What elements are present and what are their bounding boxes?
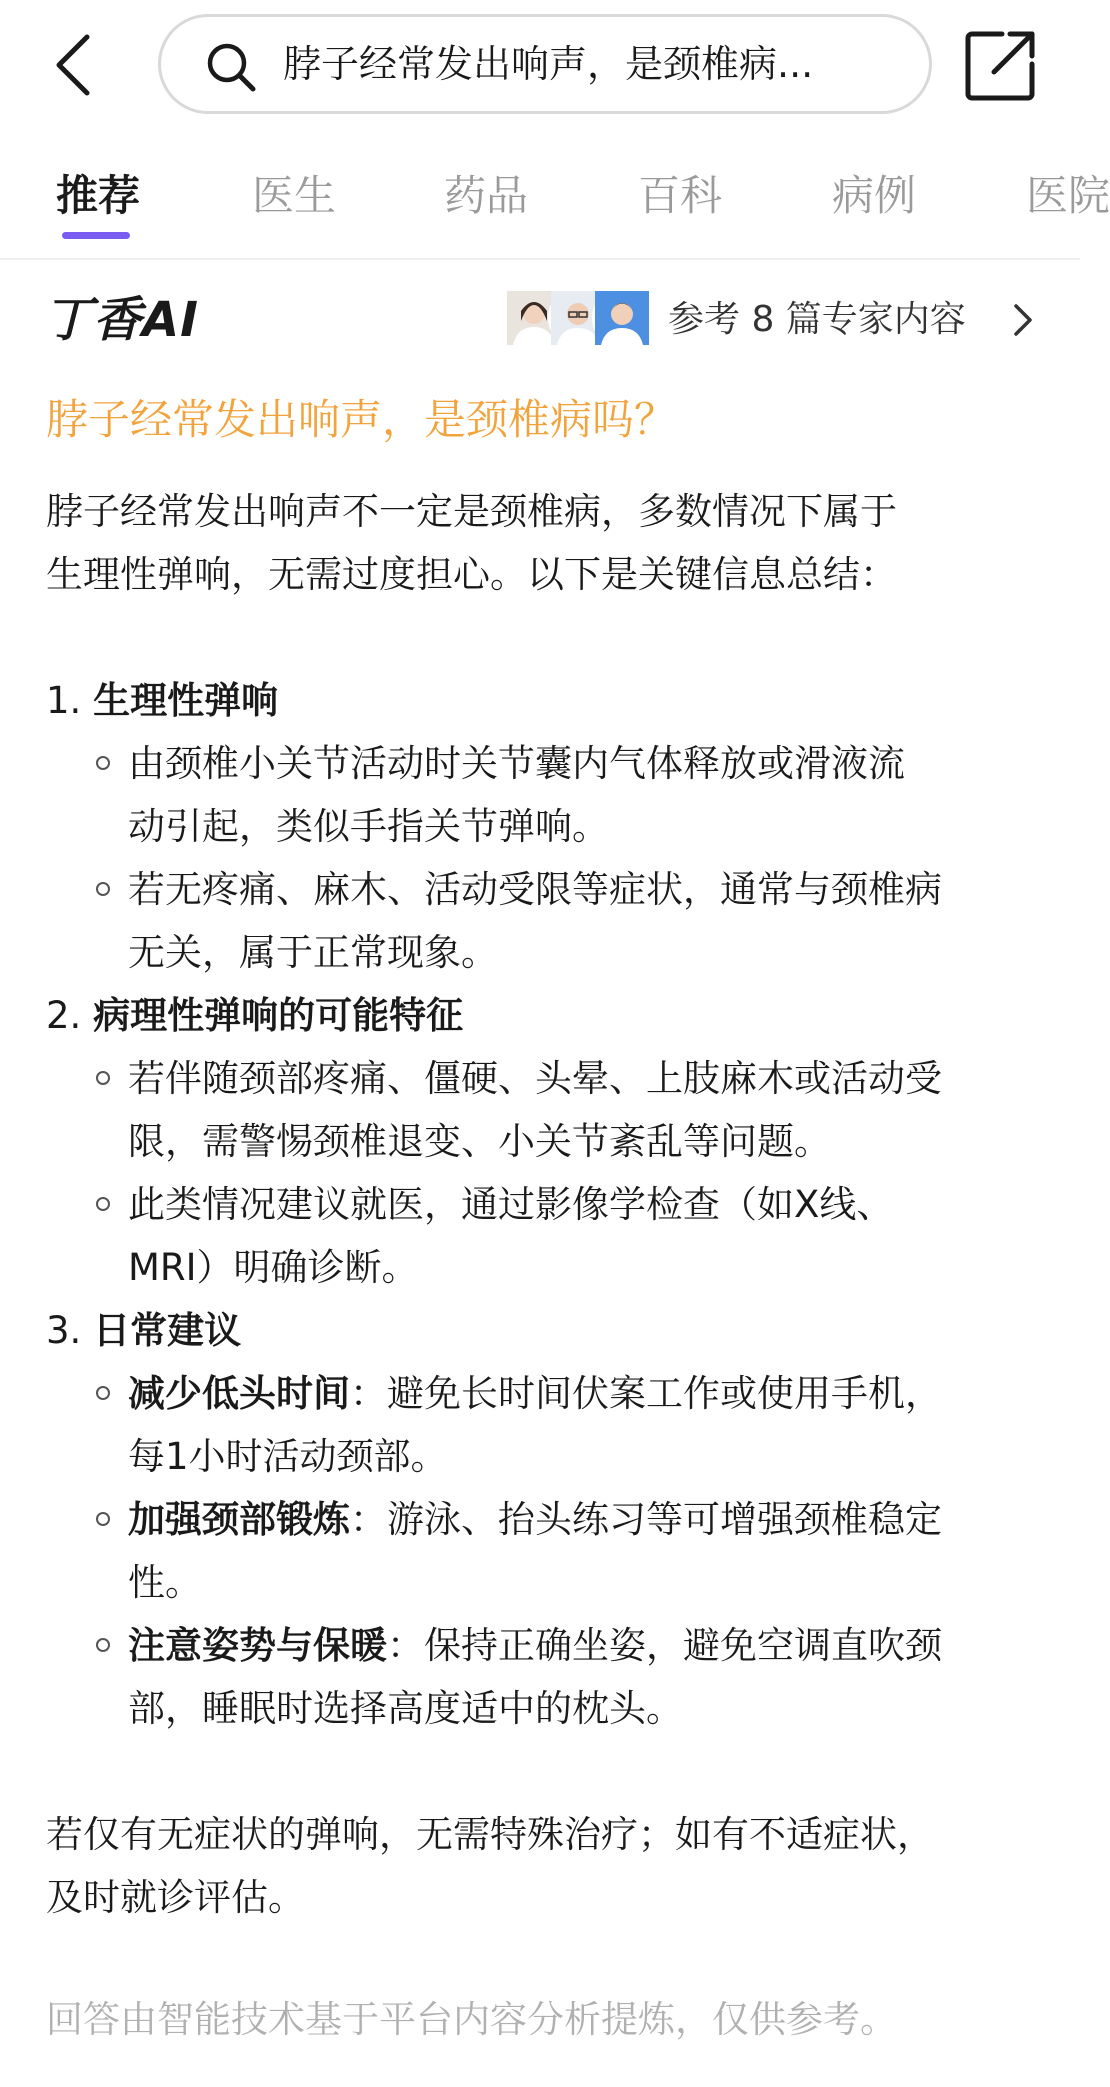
tip-title: 减少低头时间: [128, 1372, 350, 1415]
avatar: [592, 288, 652, 348]
bullet-dot: [96, 1638, 110, 1652]
list-item: [46, 1614, 1046, 1740]
bullet-line: 每1小时活动颈部。: [128, 1435, 448, 1478]
tab-hospitals[interactable]: 医院: [1026, 171, 1110, 220]
section-title: 生理性弹响: [93, 679, 279, 722]
ai-answer-header: [0, 280, 1080, 360]
list-item: [46, 1488, 1046, 1614]
tip-title: 注意姿势与保暖: [128, 1624, 387, 1667]
expert-references-link[interactable]: 参考 8 篇专家内容: [668, 299, 966, 340]
bullet-dot: [96, 756, 110, 770]
section-number: 2.: [46, 994, 82, 1037]
bullet-dot: [96, 1512, 110, 1526]
ai-answer-content: [46, 390, 1046, 1929]
tab-cases[interactable]: 病例: [832, 171, 917, 220]
bullet-line: 若伴随颈部疼痛、僵硬、头晕、上肢麻木或活动受: [128, 1057, 942, 1100]
bullet-line: 此类情况建议就医，通过影像学检查（如X线、: [128, 1183, 894, 1226]
bullet-line: 动引起，类似手指关节弹响。: [128, 805, 609, 848]
bullet-dot: [96, 882, 110, 896]
tab-encyclopedia[interactable]: 百科: [638, 171, 723, 220]
tab-recommend[interactable]: 推荐: [56, 171, 141, 220]
list-item: [46, 1047, 1046, 1173]
back-button[interactable]: [38, 20, 108, 110]
section-number: 1.: [46, 679, 82, 722]
share-button[interactable]: [962, 26, 1040, 104]
bullet-line: 性。: [128, 1561, 202, 1604]
list-item: [46, 1173, 1046, 1299]
bullet-line: 无关，属于正常现象。: [128, 931, 498, 974]
chevron-left-icon: [53, 33, 93, 97]
conclusion-line: 若仅有无症状的弹响，无需特殊治疗；如有不适症状，: [46, 1813, 934, 1856]
conclusion-line: 及时就诊评估。: [46, 1876, 305, 1919]
bullet-dot: [96, 1197, 110, 1211]
intro-line: 生理性弹响，无需过度担心。以下是关键信息总结：: [46, 553, 897, 596]
category-tabs: [0, 148, 1110, 248]
share-icon: [962, 26, 1040, 104]
bullet-dot: [96, 1071, 110, 1085]
section-title: 日常建议: [93, 1309, 242, 1352]
tip-text: ：游泳、抬头练习等可增强颈椎稳定: [350, 1498, 942, 1541]
list-item: [46, 858, 1046, 984]
bullet-line: 由颈椎小关节活动时关节囊内气体释放或滑液流: [128, 742, 905, 785]
tip-text: ：避免长时间伏案工作或使用手机，: [350, 1372, 942, 1415]
search-query-text: 脖子经常发出响声，是颈椎病...: [283, 42, 814, 86]
disclaimer-note: 回答由智能技术基于平台内容分析提炼，仅供参考。: [46, 1998, 897, 2041]
search-input[interactable]: [158, 14, 932, 114]
tab-doctors[interactable]: 医生: [252, 171, 337, 220]
tab-medicines[interactable]: 药品: [444, 171, 529, 220]
tip-title: 加强颈部锻炼: [128, 1498, 350, 1541]
divider: [0, 258, 1080, 260]
section-title: 病理性弹响的可能特征: [93, 994, 464, 1037]
bullet-line: 限，需警惕颈椎退变、小关节紊乱等问题。: [128, 1120, 831, 1163]
section-number: 3.: [46, 1309, 82, 1352]
top-bar: [0, 0, 1080, 130]
expert-avatars[interactable]: [504, 288, 654, 350]
active-tab-indicator: [62, 232, 130, 239]
chevron-right-icon: [1008, 300, 1036, 340]
bullet-line: 若无疼痛、麻木、活动受限等症状，通常与颈椎病: [128, 868, 942, 911]
list-item: [46, 1362, 1046, 1488]
bullet-line: MRI）明确诊断。: [128, 1246, 419, 1289]
section-heading: [46, 669, 1046, 732]
tip-text: ：保持正确坐姿，避免空调直吹颈: [387, 1624, 942, 1667]
bullet-line: 部，睡眠时选择高度适中的枕头。: [128, 1687, 683, 1730]
search-icon: [203, 39, 259, 95]
intro-line: 脖子经常发出响声不一定是颈椎病，多数情况下属于: [46, 490, 897, 533]
dingxiang-ai-logo: 丁香AI: [44, 292, 200, 348]
section-heading: [46, 1299, 1046, 1362]
bullet-dot: [96, 1386, 110, 1400]
question-title: 脖子经常发出响声，是颈椎病吗？: [46, 395, 677, 444]
section-heading: [46, 984, 1046, 1047]
list-item: [46, 732, 1046, 858]
